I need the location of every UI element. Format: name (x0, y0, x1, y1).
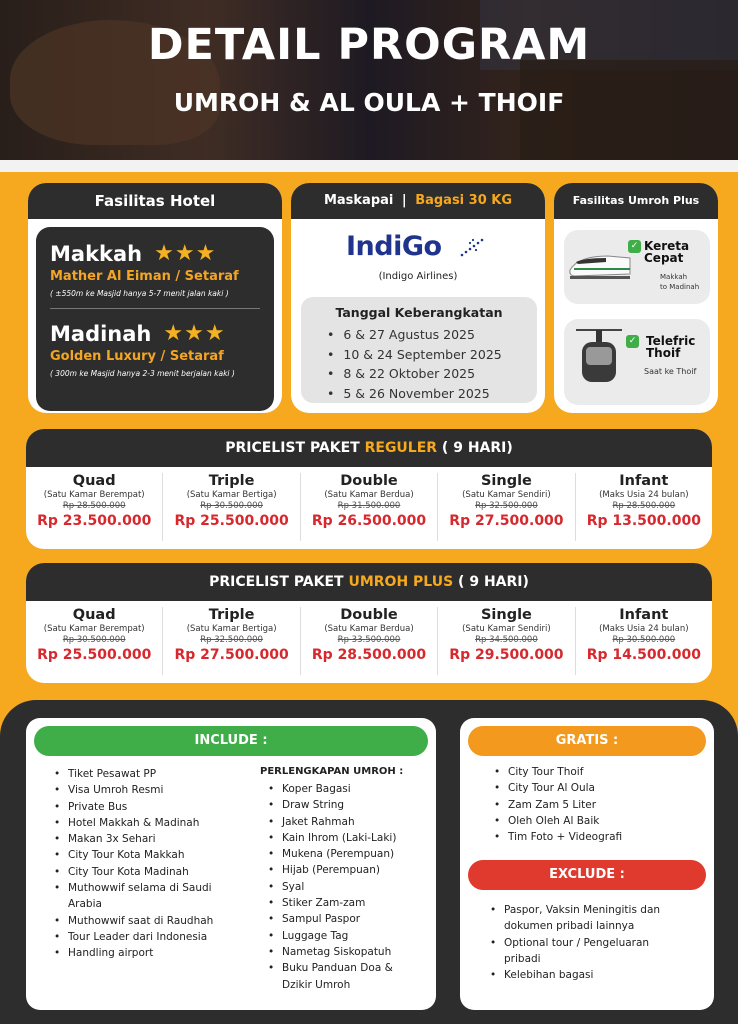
umroh-plus-card (554, 183, 718, 413)
telefric-title: Telefric Thoif (646, 334, 696, 360)
list-item: • City Tour Al Oula (494, 780, 622, 796)
list-item: • Stiker Zam-zam (268, 895, 396, 911)
list-item: • Tiket Pesawat PP (54, 766, 213, 782)
list-item: • Sampul Paspor (268, 911, 396, 927)
list-item: • Mukena (Perempuan) (268, 846, 396, 862)
list-item: • Kain Ihrom (Laki-Laki) (268, 830, 396, 846)
exclude-label: EXCLUDE : (468, 860, 706, 890)
list-item: • Tim Foto + Videografi (494, 829, 622, 845)
price-item: Triple (Satu Kamar Bertiga) Rp 32.500.000 Rp 27.500.000 (163, 607, 300, 675)
indigo-logo: IndiGo (346, 231, 442, 262)
baggage-label: Bagasi 30 KG (415, 193, 513, 208)
include-list (54, 766, 213, 962)
list-item: • Buku Panduan Doa & (268, 960, 396, 976)
departure-dates-list (327, 325, 537, 403)
list-item: • Jaket Rahmah (268, 814, 396, 830)
airline-name: (Indigo Airlines) (378, 271, 458, 282)
hotel-details (36, 227, 274, 411)
madinah-hotel-note: ( 300m ke Masjid hanya 2-3 menit berjalan kaki ) (50, 369, 235, 378)
pricelist-regular-title: PRICELIST PAKET REGULER ( 9 HARI) (26, 429, 712, 467)
departure-date: • 8 & 22 Oktober 2025 (327, 364, 537, 384)
train-item (564, 230, 710, 304)
list-item-continued: Arabia (68, 898, 102, 911)
price-item: Single (Satu Kamar Sendiri) Rp 34.500.000 Rp 29.500.000 (438, 607, 575, 675)
exclude-list (490, 902, 660, 983)
list-item: • Hijab (Perempuan) (268, 862, 396, 878)
train-icon (568, 248, 632, 282)
list-item: • Tour Leader dari Indonesia (54, 929, 213, 945)
list-item-continued: dokumen pribadi lainnya (504, 920, 635, 933)
list-item-continued: Dzikir Umroh (282, 978, 351, 991)
airline-heading-label: Maskapai (323, 193, 394, 208)
list-item: • Handling airport (54, 945, 213, 961)
perlengkapan-title: PERLENGKAPAN UMROH : (260, 766, 404, 777)
perlengkapan-list (268, 781, 396, 993)
price-item: Quad (Satu Kamar Berempat) Rp 30.500.000 Rp 25.500.000 (26, 607, 163, 675)
check-icon: ✓ (628, 240, 641, 253)
madinah-stars-icon: ★★★ (163, 321, 226, 346)
departure-date: • 5 & 26 November 2025 (327, 384, 537, 404)
telefric-item (564, 319, 710, 405)
gondola-icon (576, 327, 622, 385)
check-icon: ✓ (626, 335, 639, 348)
hotel-heading: Fasilitas Hotel (28, 183, 282, 219)
list-item: • City Tour Kota Makkah (54, 847, 213, 863)
madinah-city: Madinah (50, 321, 152, 346)
train-subtitle: Makkah to Madinah (660, 273, 700, 291)
gratis-list (494, 764, 622, 845)
page-title: DETAIL PROGRAM (147, 20, 591, 70)
hotel-card (28, 183, 282, 413)
madinah-hotel-name: Golden Luxury / Setaraf (50, 349, 224, 364)
price-item: Single (Satu Kamar Sendiri) Rp 32.500.000 Rp 27.500.000 (438, 473, 575, 541)
makkah-hotel-note: ( ±550m ke Masjid hanya 5-7 menit jalan kaki ) (50, 289, 229, 298)
train-title: Kereta Cepat (644, 239, 690, 265)
list-item: • Kelebihan bagasi (490, 967, 660, 983)
airline-heading: Maskapai | Bagasi 30 KG (291, 183, 545, 219)
list-item: • City Tour Thoif (494, 764, 622, 780)
list-item-continued: pribadi (504, 952, 541, 965)
airline-card (291, 183, 545, 413)
plane-icon (458, 236, 484, 258)
price-columns (26, 601, 712, 675)
pricelist-umroh-plus-title: PRICELIST PAKET UMROH PLUS ( 9 HARI) (26, 563, 712, 601)
gratis-exclude-card (460, 718, 714, 1010)
price-item: Triple (Satu Kamar Bertiga) Rp 30.500.000 Rp 25.500.000 (163, 473, 300, 541)
departure-date: • 6 & 27 Agustus 2025 (327, 325, 537, 345)
list-item: • Nametag Siskopatuh (268, 944, 396, 960)
list-item: • Syal (268, 879, 396, 895)
gratis-label: GRATIS : (468, 726, 706, 756)
makkah-stars-icon: ★★★ (154, 241, 217, 266)
list-item: • Zam Zam 5 Liter (494, 797, 622, 813)
list-item: • Private Bus (54, 799, 213, 815)
list-item: • Oleh Oleh Al Baik (494, 813, 622, 829)
list-item: • Paspor, Vaksin Meningitis dan (490, 902, 660, 918)
list-item: • Draw String (268, 797, 396, 813)
list-item: • Luggage Tag (268, 928, 396, 944)
umroh-plus-heading: Fasilitas Umroh Plus (554, 183, 718, 219)
list-item: • Optional tour / Pengeluaran (490, 935, 660, 951)
list-item: • Muthowwif selama di Saudi (54, 880, 213, 896)
pricelist-umroh-plus (26, 563, 712, 683)
departure-date: • 10 & 24 September 2025 (327, 345, 537, 365)
include-card (26, 718, 436, 1010)
divider (50, 308, 260, 309)
price-columns (26, 467, 712, 541)
departure-dates-box (301, 297, 537, 403)
departure-dates-title: Tanggal Keberangkatan (335, 305, 503, 320)
price-item: Infant (Maks Usia 24 bulan) Rp 28.500.000 Rp 13.500.000 (586, 473, 701, 529)
list-item: • Muthowwif saat di Raudhah (54, 913, 213, 929)
list-item: • Makan 3x Sehari (54, 831, 213, 847)
include-label: INCLUDE : (34, 726, 428, 756)
telefric-subtitle: Saat ke Thoif (644, 367, 697, 376)
page-subtitle: UMROH & AL OULA + THOIF (173, 88, 565, 117)
price-item: Infant (Maks Usia 24 bulan) Rp 30.500.000 Rp 14.500.000 (586, 607, 701, 663)
list-item: • Hotel Makkah & Madinah (54, 815, 213, 831)
price-item: Double (Satu Kamar Berdua) Rp 31.500.000 Rp 26.500.000 (301, 473, 438, 541)
price-item: Double (Satu Kamar Berdua) Rp 33.500.000 Rp 28.500.000 (301, 607, 438, 675)
list-item: • City Tour Kota Madinah (54, 864, 213, 880)
makkah-hotel-name: Mather Al Eiman / Setaraf (50, 269, 239, 284)
list-item: • Visa Umroh Resmi (54, 782, 213, 798)
pricelist-regular (26, 429, 712, 549)
price-item: Quad (Satu Kamar Berempat) Rp 28.500.000 Rp 23.500.000 (26, 473, 163, 541)
list-item: • Koper Bagasi (268, 781, 396, 797)
makkah-city: Makkah (50, 241, 143, 266)
